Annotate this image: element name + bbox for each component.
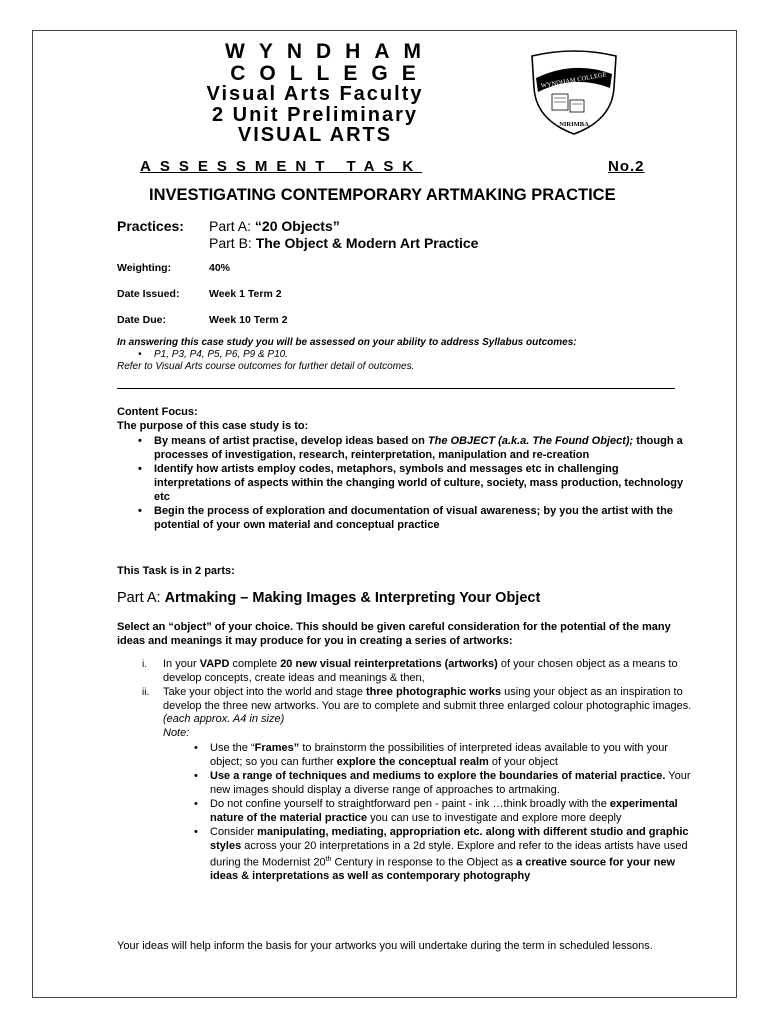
header-line-4: 2 Unit Preliminary [211, 104, 419, 126]
header-line-3: Visual Arts Faculty [206, 83, 424, 105]
content-focus-list [130, 434, 690, 532]
content-focus-heading: Content Focus: [117, 406, 198, 418]
practice-part-a-title: “20 Objects” [254, 218, 340, 234]
date-due-value: Week 10 Term 2 [209, 314, 288, 326]
part-a-select: Select an “object” of your choice. This should be given careful consideration for the potential of the many ideas and meanings it may produce for you in creating a series of artworks: [117, 621, 671, 647]
item-ii-numeral: ii. [142, 687, 150, 698]
header-line-2: COLLEGE [230, 62, 430, 85]
outcomes-intro: In answering this case study you will be assessed on your ability to address Syllabus outcomes: [117, 337, 577, 348]
divider-line [117, 388, 675, 389]
practice-part-b-title: The Object & Modern Art Practice [255, 235, 479, 251]
note-item-2: • Use a range of techniques and mediums to explore the boundaries of material practice. Your new images should display a diverse range of approaches to artmaking. [186, 770, 698, 797]
note-item-1: • Use the “Frames” to brainstorm the possibilities of interpreted ideas available to you with your object; so you can further explore the conceptual realm of your object [186, 742, 698, 769]
part-a-prefix: Part A: [117, 590, 161, 606]
date-due-label: Date Due: [117, 314, 167, 326]
part-a-heading [117, 590, 540, 606]
part-a-notes-list [186, 742, 698, 884]
header-line-5: VISUAL ARTS [237, 124, 393, 146]
practice-part-b [209, 235, 478, 251]
practices-label: Practices: [117, 218, 184, 234]
task-number: No.2 [608, 158, 645, 175]
item-i-numeral: i. [142, 659, 147, 670]
weighting-value: 40% [209, 262, 231, 274]
assessment-task-label: ASSESSMENT TASK [140, 158, 423, 175]
practice-part-b-prefix: Part B: [209, 235, 252, 251]
content-focus-item-3: • Begin the process of exploration and documentation of visual awareness; by you the artist with the potential of your own material and conceptual practice [130, 504, 690, 532]
parts-intro: This Task is in 2 parts: [117, 565, 235, 577]
date-issued-label: Date Issued: [117, 288, 180, 300]
outcomes-list [130, 349, 288, 360]
outcomes-note: Refer to Visual Arts course outcomes for further detail of outcomes. [117, 361, 415, 372]
crest-motto: NIRIMBA [559, 121, 589, 128]
header-line-1: WYNDHAM [225, 40, 435, 63]
content-focus-item-1: • By means of artist practise, develop ideas based on The OBJECT (a.k.a. The Found Object); though a processes of investigation, research, reinterpretation, manipulation and re-creation [130, 434, 690, 462]
outcomes-list-item: • P1, P3, P4, P5, P6, P9 & P10. [130, 349, 288, 360]
part-a-item-ii: ii. Take your object into the world and stage three photographic works using your object as an inspiration to develop the three new artworks. You are to complete and submit three enlarged colour photographic images. (each approx. A4 in size) Note: [117, 686, 697, 740]
note-item-4: • Consider manipulating, mediating, appropriation etc. along with different studio and graphic styles across your 20 interpretations in a 2d style. Explore and refer to the ideas artists have used during the Modernist 20th Century in response to the Object as a creative source for your new ideas & interpretations as well as contemporary photography [186, 826, 698, 884]
content-focus-item-2: • Identify how artists employ codes, metaphors, symbols and messages etc in challenging interpretations of aspects within the changing world of culture, society, mass production, technology etc [130, 462, 690, 504]
note-item-3: • Do not confine yourself to straightforward pen - paint - ink …think broadly with the experimental nature of the material practice you can use to investigate and explore more deeply [186, 798, 698, 825]
note-label: Note: [163, 726, 190, 739]
date-issued-value: Week 1 Term 2 [209, 288, 282, 300]
closing-paragraph: Your ideas will help inform the basis for your artworks you will undertake during the term in scheduled lessons. [117, 940, 653, 952]
practice-part-a-prefix: Part A: [209, 218, 252, 234]
part-a-title: Artmaking – Making Images & Interpreting Your Object [164, 590, 541, 606]
part-a-item-i: i. In your VAPD complete 20 new visual reinterpretations (artworks) of your chosen object as a means to develop concepts, create ideas and meanings & then, [142, 658, 678, 684]
crest-banner-text: WYNDHAM COLLEGE [540, 71, 608, 90]
content-focus-purpose: The purpose of this case study is to: [117, 420, 309, 432]
practice-part-a [209, 218, 340, 234]
task-title: INVESTIGATING CONTEMPORARY ARTMAKING PRACTICE [149, 186, 616, 204]
weighting-label: Weighting: [117, 262, 172, 274]
school-crest-icon [524, 48, 624, 136]
